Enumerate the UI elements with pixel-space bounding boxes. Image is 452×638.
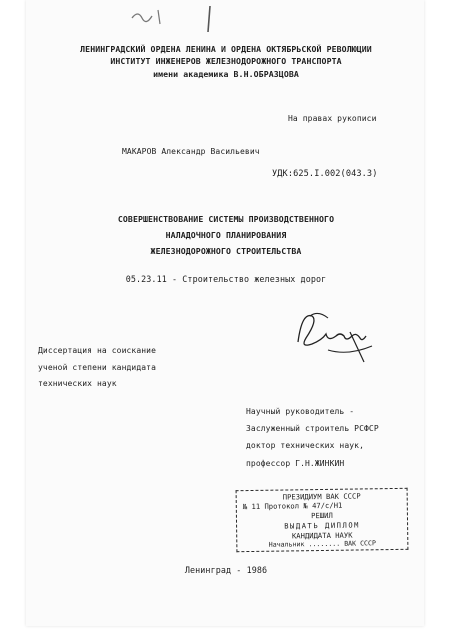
- stamp-line-6: Начальник ........ ВАК СССР: [268, 539, 376, 549]
- stamp-line-4: ВЫДАТЬ ДИПЛОМ: [284, 520, 361, 531]
- dissertation-title-line-1: СОВЕРШЕНСТВОВАНИЕ СИСТЕМЫ ПРОИЗВОДСТВЕННОГО: [117, 214, 335, 224]
- advisor-line-1: Научный руководитель -: [246, 407, 355, 416]
- vak-stamp: [236, 488, 409, 552]
- manuscript-note-line-1: Диссертация на соискание: [38, 346, 156, 355]
- dissertation-title-line-3: ЖЕЛЕЗНОДОРОЖНОГО СТРОИТЕЛЬСТВА: [150, 246, 302, 256]
- rights-note: На правах рукописи: [288, 114, 377, 123]
- institute-header-line-2: ИНСТИТУТ ИНЖЕНЕРОВ ЖЕЛЕЗНОДОРОЖНОГО ТРАНСПОРТА: [110, 56, 342, 66]
- manuscript-note-line-3: технических наук: [38, 379, 117, 388]
- dissertation-title-line-2: НАЛАДОЧНОГО ПЛАНИРОВАНИЯ: [165, 230, 287, 240]
- stamp-line-3: РЕШИЛ: [311, 510, 333, 521]
- advisor-line-4: профессор Г.Н.ЖИНКИН: [246, 459, 345, 468]
- stamp-line-2: № 11 Протокол № 47/с/Н1: [242, 500, 343, 512]
- handwritten-signature: [292, 302, 376, 368]
- stamp-line-1: ПРЕЗИДИУМ ВАК СССР: [282, 491, 361, 502]
- advisor-line-2: Заслуженный строитель РСФСР: [246, 424, 379, 433]
- udc-code: УДК:625.I.002(043.3): [272, 169, 378, 179]
- institute-header-line-1: ЛЕНИНГРАДСКИЙ ОРДЕНА ЛЕНИНА И ОРДЕНА ОКТЯБРЬСКОЙ РЕВОЛЮЦИИ: [80, 44, 372, 54]
- stamp-line-5: КАНДИДАТА НАУК: [291, 530, 353, 541]
- city-and-year: Ленинград - 1986: [184, 565, 268, 575]
- handwritten-mark-top: [128, 4, 238, 36]
- institute-header-line-3: имени академика В.Н.ОБРАЗЦОВА: [153, 69, 299, 79]
- advisor-line-3: доктор технических наук,: [246, 441, 364, 450]
- manuscript-note-line-2: ученой степени кандидата: [38, 363, 156, 372]
- author-name: МАКАРОВ Александр Васильевич: [122, 147, 260, 156]
- specialty-code: 05.23.11 - Строительство железных дорог: [125, 274, 327, 284]
